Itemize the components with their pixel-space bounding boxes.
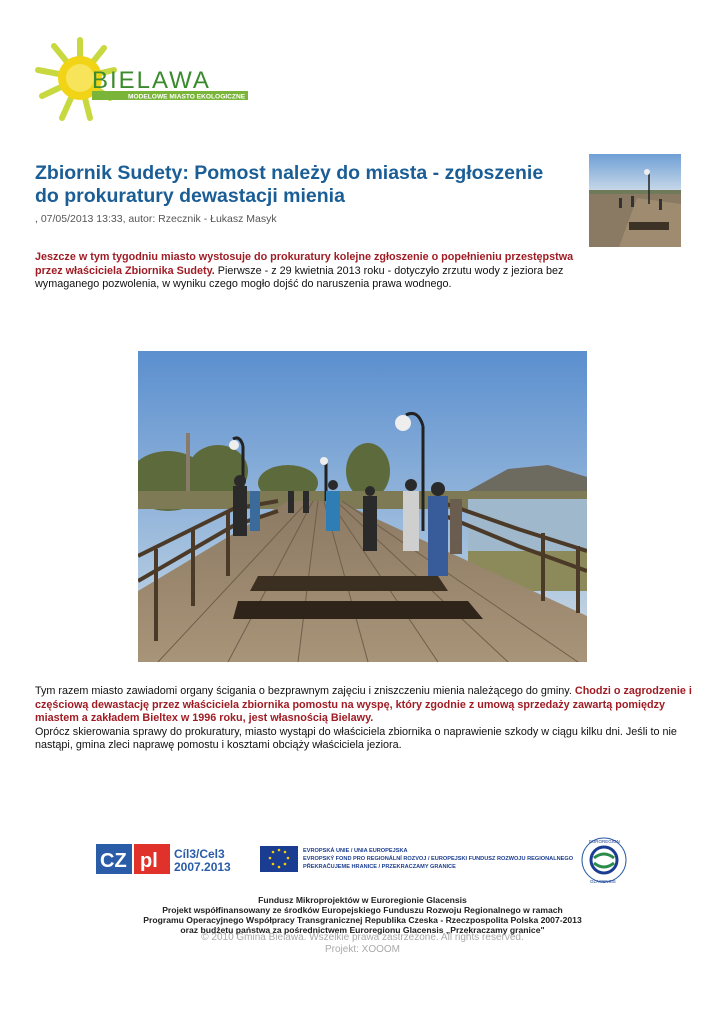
- body-text-2: Oprócz skierowania sprawy do prokuratury, miasto wystąpi do właściciela zbiornika o naprawienie szkody w ciągu kilku dni. Jeśli to nie nastąpi, gmina zleci naprawę pomostu i kosztami obciąży właściciela jeziora.: [35, 725, 677, 752]
- eu-line2: EVROPSKÝ FOND PRO REGIONÁLNÍ ROZVOJ / EUROPEJSKI FUNDUSZ ROZWOJU REGIONALNEGO: [303, 856, 574, 862]
- czpl-line2: 2007.2013: [174, 860, 231, 874]
- czpl-logo: [96, 844, 231, 874]
- article-lead: [35, 251, 595, 292]
- bielawa-logo[interactable]: [32, 34, 252, 126]
- eu-logo: [260, 846, 574, 872]
- euroregion-bottom: GLACENSIS: [590, 879, 616, 884]
- lead-highlight: Jeszcze w tym tygodniu miasto wystosuje do prokuratury kolejne zgłoszenie o popełnieniu przestępstwa przez właściciela Zbiornika Sudety.: [35, 251, 574, 277]
- fund-line-1: Fundusz Mikroprojektów w Euroregionie Glacensis: [258, 895, 467, 905]
- czpl-cz: CZ: [100, 850, 127, 872]
- copyright-text: © 2010 Gmina Bielawa. Wszelkie prawa zastrzeżone. All rights reserved.: [201, 932, 524, 943]
- czpl-pl: pl: [140, 850, 158, 872]
- eu-line1: EVROPSKÁ UNIE / UNIA EUROPEJSKA: [303, 848, 408, 854]
- article-photo[interactable]: [138, 351, 587, 662]
- logo-tagline: MODELOWE MIASTO EKOLOGICZNE: [128, 93, 246, 101]
- article-meta: , 07/05/2013 13:33, autor: Rzecznik - Łukasz Masyk: [35, 213, 277, 225]
- article-title: [35, 162, 575, 208]
- body-highlight: Chodzi o zagrodzenie i częściową dewastację przez właściciela zbiornika pomostu na wyspę, który zgodnie z umową sprzedaży zawartą pomiędzy miastem a zakładem Bieltex w 1996 roku, jest własnością Bielawy.: [35, 685, 692, 725]
- fund-line-4: oraz budżetu państwa za pośrednictwem Euroregionu Glacensis „Przekraczamy granice": [180, 925, 545, 935]
- fund-line-3: Programu Operacyjnego Współpracy Transgranicznej Republika Czeska - Rzeczpospolita Polska 2007-2013: [143, 915, 582, 925]
- copyright: [100, 932, 625, 956]
- euroregion-top: EUROREGION: [589, 839, 620, 844]
- body-text-1: Tym razem miasto zawiadomi organy ścigania o bezprawnym zajęciu i zniszczeniu mienia należącego do gminy.: [35, 685, 575, 697]
- article-thumbnail[interactable]: [589, 154, 681, 247]
- fund-line-2: Projekt współfinansowany ze środków Europejskiego Funduszu Rozwoju Regionalnego w ramach: [162, 905, 563, 915]
- lead-text: Pierwsze - z 29 kwietnia 2013 roku - dotyczyło zrzutu wody z jeziora bez wymaganego pozwolenia, w wyniku czego mogło dojść do naruszenia prawa wodnego.: [35, 264, 564, 291]
- title-line-1: Zbiornik Sudety: Pomost należy do miasta - zgłoszenie: [35, 162, 544, 184]
- title-line-2: do prokuratury dewastacji mienia: [35, 185, 345, 207]
- funding-logos: [96, 836, 636, 888]
- eu-line3: PŘEKRAČUJEME HRANICE / PRZEKRACZAMY GRANICE: [303, 864, 456, 870]
- project-credit[interactable]: Projekt: XOOOM: [324, 944, 400, 955]
- logo-name: BIELAWA: [92, 67, 211, 94]
- czpl-line1: Cíl3/Cel3: [174, 847, 225, 861]
- funding-statement: [100, 895, 625, 935]
- article-body: [35, 685, 705, 753]
- euroregion-glacensis-logo: [582, 838, 626, 884]
